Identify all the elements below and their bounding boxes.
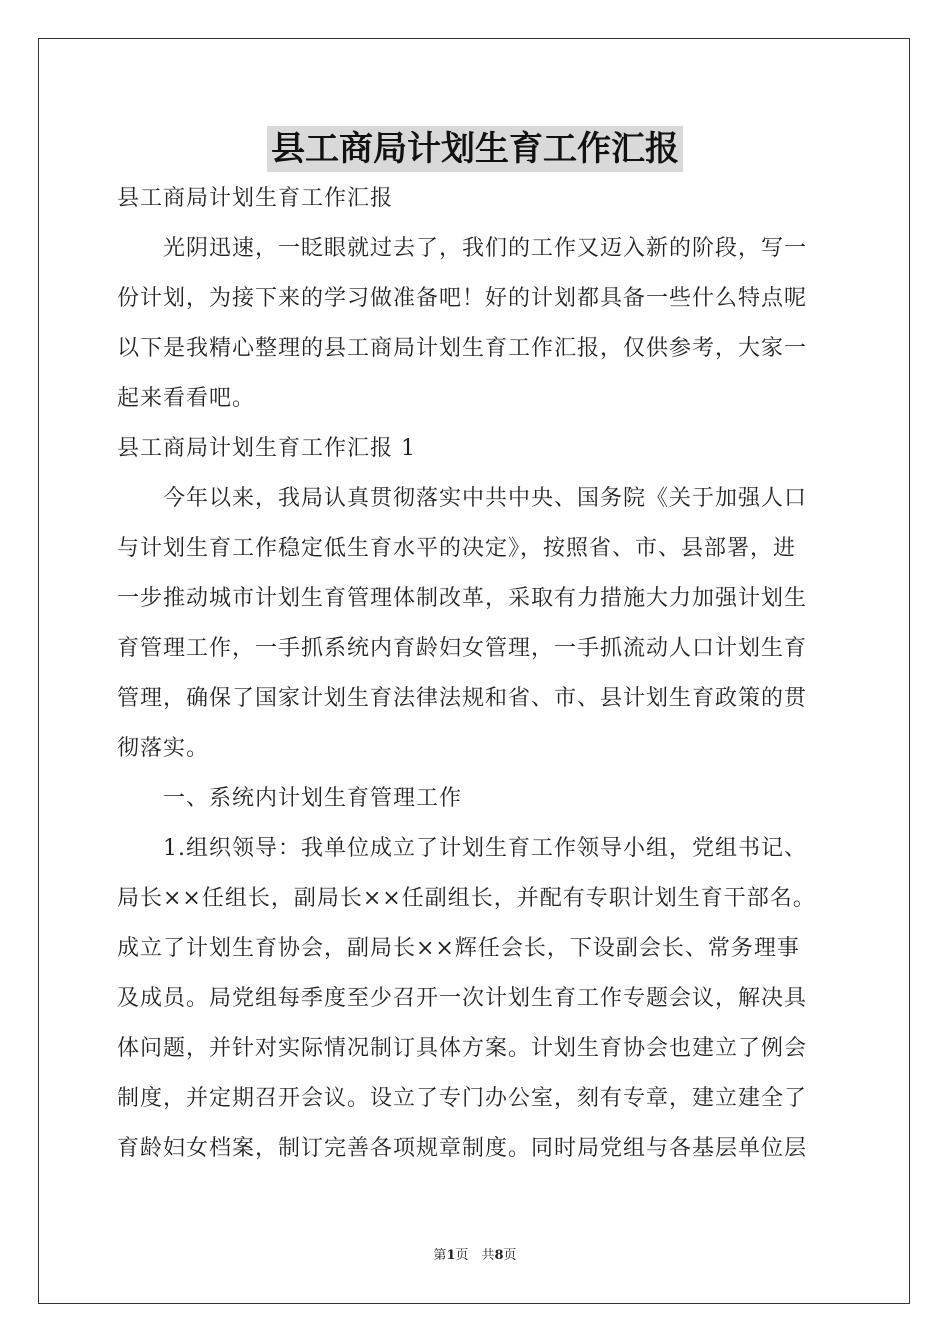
body-line: 1.组织领导：我单位成立了计划生育工作领导小组，党组书记、 [117, 836, 807, 861]
page-prefix: 第 [433, 1248, 447, 1263]
page-mid: 页 共 [455, 1248, 495, 1263]
body-line: 管理，确保了国家计划生育法律法规和省、市、县计划生育政策的贯 [117, 686, 808, 711]
body-line: 成立了计划生育协会，副局长××辉任会长，下设副会长、常务理事 [117, 936, 800, 961]
body-line: 县工商局计划生育工作汇报 [117, 186, 394, 211]
body-line: 今年以来，我局认真贯彻落实中共中央、国务院《关于加强人口 [117, 486, 808, 511]
body-line: 份计划，为接下来的学习做准备吧！好的计划都具备一些什么特点呢 [117, 286, 808, 311]
page-suffix: 页 [503, 1248, 517, 1263]
total-pages-number: 8 [494, 1248, 504, 1263]
body-line: 彻落实。 [117, 736, 210, 761]
body-line: 光阴迅速，一眨眼就过去了，我们的工作又迈入新的阶段，写一 [117, 236, 808, 261]
body-line: 及成员。局党组每季度至少召开一次计划生育工作专题会议，解决具 [117, 986, 808, 1011]
body-line: 制度，并定期召开会议。设立了专门办公室，刻有专章，建立建全了 [117, 1086, 808, 1111]
body-line: 体问题，并针对实际情况制订具体方案。计划生育协会也建立了例会 [117, 1036, 808, 1061]
subsection-heading: 一、系统内计划生育管理工作 [117, 786, 463, 811]
body-line: 局长××任组长，副局长××任副组长，并配有专职计划生育干部名。 [117, 886, 816, 911]
current-page-number: 1 [446, 1248, 456, 1263]
page-border [38, 38, 910, 1304]
section-heading: 县工商局计划生育工作汇报 1 [117, 436, 416, 461]
body-line: 起来看看吧。 [117, 386, 256, 411]
body-line: 一步推动城市计划生育管理体制改革，采取有力措施大力加强计划生 [117, 586, 808, 611]
body-line: 以下是我精心整理的县工商局计划生育工作汇报，仅供参考，大家一 [117, 336, 808, 361]
body-line: 育管理工作，一手抓系统内育龄妇女管理，一手抓流动人口计划生育 [117, 636, 808, 661]
title-container [0, 126, 950, 172]
body-line: 与计划生育工作稳定低生育水平的决定》，按照省、市、县部署，进 [117, 536, 797, 561]
document-title: 县工商局计划生育工作汇报 [267, 126, 683, 172]
page-footer [0, 1244, 950, 1263]
body-line: 育龄妇女档案，制订完善各项规章制度。同时局党组与各基层单位层 [117, 1136, 808, 1161]
